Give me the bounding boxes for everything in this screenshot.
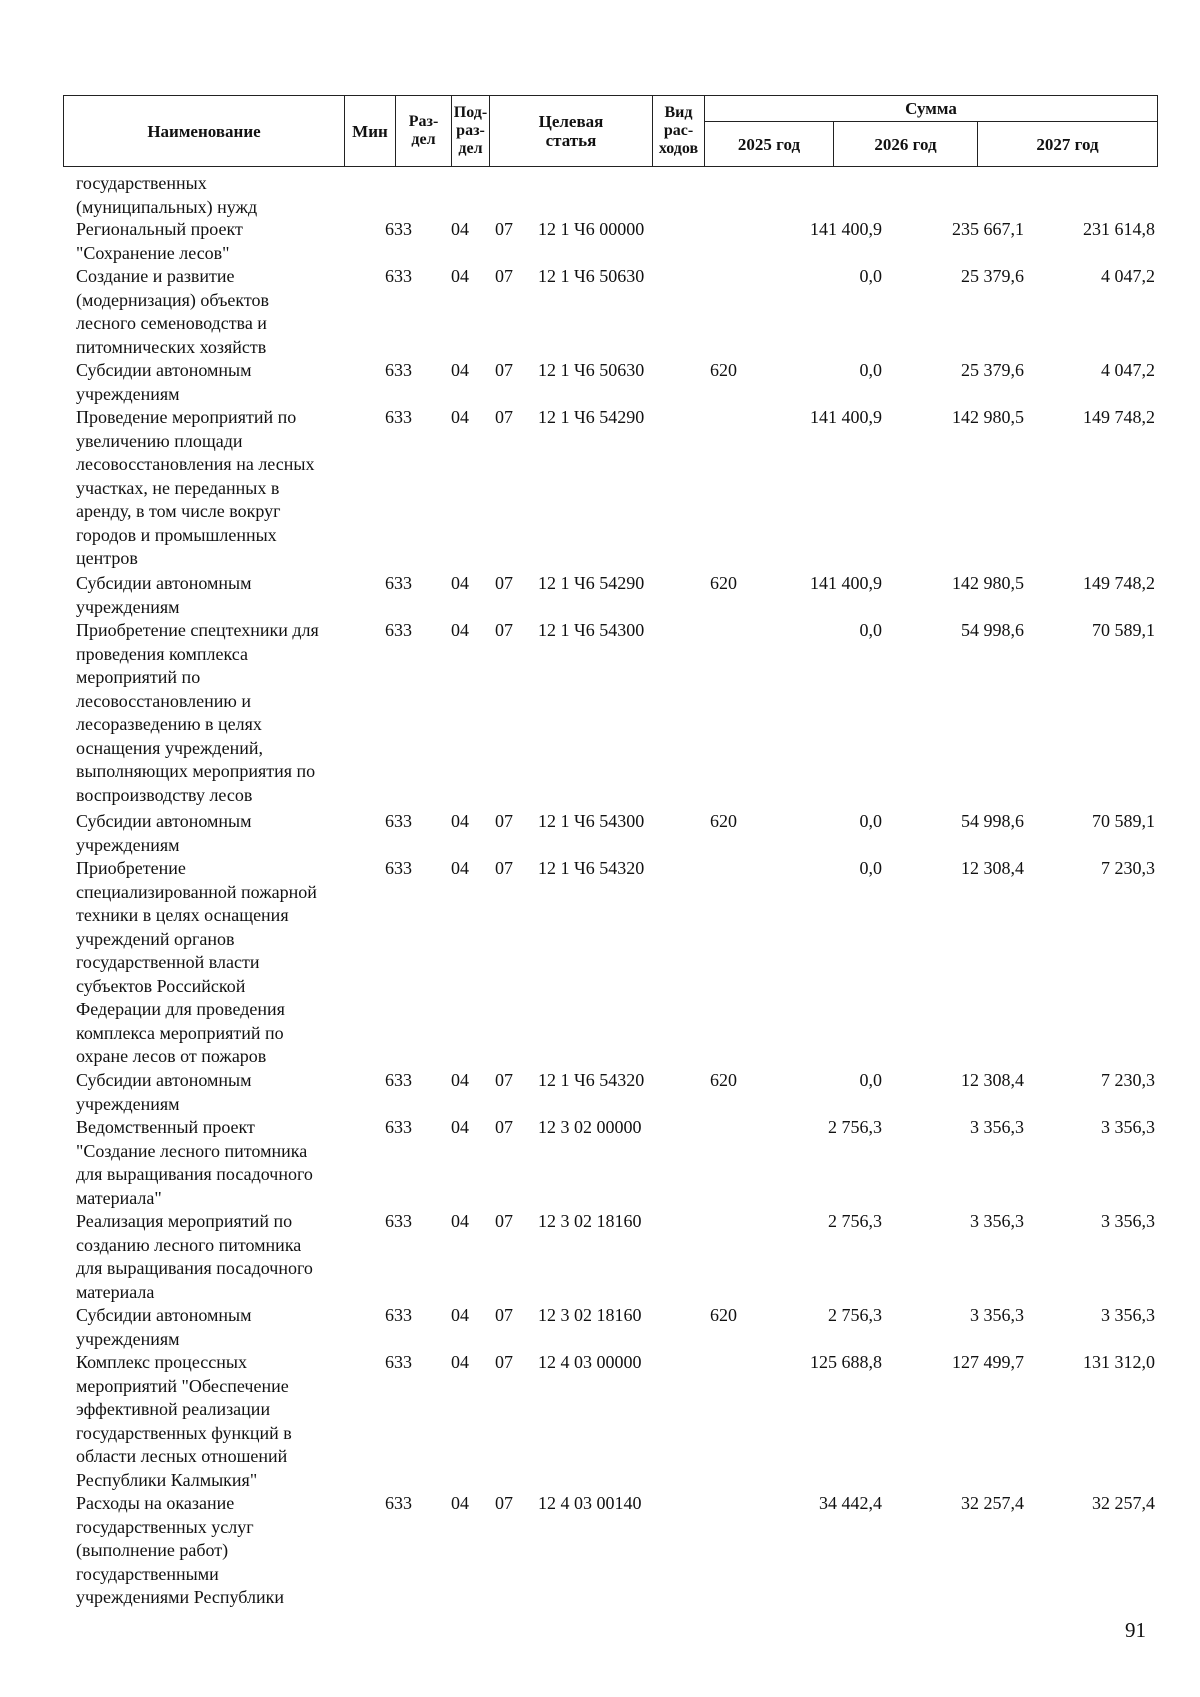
row-s2025: 2 756,3 <box>828 1305 882 1325</box>
row-s2026: 54 998,6 <box>961 811 1024 831</box>
row-s2025: 141 400,9 <box>810 219 882 239</box>
row-cs: 12 3 02 18160 <box>538 1305 642 1325</box>
row-rz: 04 <box>451 1211 469 1231</box>
row-s2027: 70 589,1 <box>1092 620 1155 640</box>
row-name: Субсидии автономным учреждениям <box>76 1070 252 1114</box>
row-min: 633 <box>385 811 412 831</box>
row-vr: 620 <box>710 360 737 380</box>
row-rz: 04 <box>451 1352 469 1372</box>
row-pr: 07 <box>495 1211 513 1231</box>
table-header <box>63 95 1158 167</box>
row-cs: 12 3 02 00000 <box>538 1117 642 1137</box>
row-vr: 620 <box>710 1305 737 1325</box>
row-cs: 12 4 03 00000 <box>538 1352 642 1372</box>
row-rz: 04 <box>451 1070 469 1090</box>
row-s2025: 0,0 <box>859 266 882 286</box>
header-2025: 2025 год <box>705 122 834 167</box>
header-2026: 2026 год <box>834 122 978 167</box>
row-vr: 620 <box>710 573 737 593</box>
row-s2025: 125 688,8 <box>810 1352 882 1372</box>
row-rz: 04 <box>451 219 469 239</box>
row-pr: 07 <box>495 1070 513 1090</box>
row-s2027: 3 356,3 <box>1101 1117 1155 1137</box>
row-pr: 07 <box>495 811 513 831</box>
row-name: государственных (муниципальных) нужд <box>76 173 258 217</box>
row-name: Субсидии автономным учреждениям <box>76 573 252 617</box>
row-s2027: 70 589,1 <box>1092 811 1155 831</box>
row-rz: 04 <box>451 858 469 878</box>
row-s2025: 0,0 <box>859 811 882 831</box>
row-pr: 07 <box>495 1493 513 1513</box>
row-min: 633 <box>385 360 412 380</box>
row-s2027: 3 356,3 <box>1101 1305 1155 1325</box>
row-name: Приобретение спецтехники для проведения комплекса мероприятий по лесовосстановлению и лесоразведению в целях оснащения учреждений, выполняющих мероприятия по воспроизводству лесов <box>76 620 319 805</box>
row-vr: 620 <box>710 1070 737 1090</box>
row-s2026: 3 356,3 <box>970 1117 1024 1137</box>
row-min: 633 <box>385 1305 412 1325</box>
row-rz: 04 <box>451 1493 469 1513</box>
row-name: Субсидии автономным учреждениям <box>76 1305 252 1349</box>
header-vid: Вид рас- ходов <box>653 96 705 167</box>
row-s2025: 0,0 <box>859 620 882 640</box>
row-pr: 07 <box>495 407 513 427</box>
row-s2026: 32 257,4 <box>961 1493 1024 1513</box>
row-cs: 12 1 Ч6 54300 <box>538 620 645 640</box>
row-s2025: 2 756,3 <box>828 1211 882 1231</box>
row-pr: 07 <box>495 858 513 878</box>
row-s2027: 7 230,3 <box>1101 1070 1155 1090</box>
row-min: 633 <box>385 858 412 878</box>
row-s2027: 3 356,3 <box>1101 1211 1155 1231</box>
row-s2025: 34 442,4 <box>819 1493 882 1513</box>
header-celevaya: Целевая статья <box>490 96 653 167</box>
row-min: 633 <box>385 1352 412 1372</box>
row-min: 633 <box>385 1493 412 1513</box>
row-name: Создание и развитие (модернизация) объектов лесного семеноводства и питомнических хозяйств <box>76 266 270 357</box>
row-name: Региональный проект "Сохранение лесов" <box>76 219 243 263</box>
row-vr: 620 <box>710 811 737 831</box>
row-name: Ведомственный проект "Создание лесного питомника для выращивания посадочного материала" <box>76 1117 313 1208</box>
row-min: 633 <box>385 620 412 640</box>
row-cs: 12 3 02 18160 <box>538 1211 642 1231</box>
row-rz: 04 <box>451 620 469 640</box>
row-s2026: 54 998,6 <box>961 620 1024 640</box>
row-min: 633 <box>385 1117 412 1137</box>
row-min: 633 <box>385 1211 412 1231</box>
row-s2027: 149 748,2 <box>1083 573 1155 593</box>
row-cs: 12 1 Ч6 54290 <box>538 573 645 593</box>
row-min: 633 <box>385 219 412 239</box>
row-rz: 04 <box>451 573 469 593</box>
row-s2026: 142 980,5 <box>952 573 1024 593</box>
row-pr: 07 <box>495 1352 513 1372</box>
row-cs: 12 1 Ч6 00000 <box>538 219 645 239</box>
row-rz: 04 <box>451 811 469 831</box>
row-s2025: 0,0 <box>859 1070 882 1090</box>
row-s2026: 235 667,1 <box>952 219 1024 239</box>
row-s2025: 0,0 <box>859 360 882 380</box>
row-pr: 07 <box>495 360 513 380</box>
row-cs: 12 1 Ч6 54300 <box>538 811 645 831</box>
row-s2026: 3 356,3 <box>970 1211 1024 1231</box>
row-min: 633 <box>385 266 412 286</box>
row-cs: 12 1 Ч6 50630 <box>538 266 645 286</box>
header-podrazdel: Под- раз- дел <box>452 96 490 167</box>
row-name: Реализация мероприятий по созданию лесного питомника для выращивания посадочного материала <box>76 1211 313 1302</box>
row-s2025: 0,0 <box>859 858 882 878</box>
header-min: Мин <box>345 96 396 167</box>
row-s2027: 131 312,0 <box>1083 1352 1155 1372</box>
row-pr: 07 <box>495 1117 513 1137</box>
row-s2027: 149 748,2 <box>1083 407 1155 427</box>
row-s2026: 3 356,3 <box>970 1305 1024 1325</box>
row-cs: 12 1 Ч6 54290 <box>538 407 645 427</box>
row-s2026: 12 308,4 <box>961 858 1024 878</box>
row-name: Субсидии автономным учреждениям <box>76 360 252 404</box>
row-rz: 04 <box>451 266 469 286</box>
row-s2026: 142 980,5 <box>952 407 1024 427</box>
row-s2026: 12 308,4 <box>961 1070 1024 1090</box>
header-name: Наименование <box>64 96 345 167</box>
row-s2026: 25 379,6 <box>961 360 1024 380</box>
row-s2025: 141 400,9 <box>810 407 882 427</box>
header-2027: 2027 год <box>978 122 1158 167</box>
row-name: Субсидии автономным учреждениям <box>76 811 252 855</box>
row-name: Комплекс процессных мероприятий "Обеспечение эффективной реализации государственных функций в области лесных отношений Республики Калмыкия" <box>76 1352 292 1490</box>
row-s2027: 4 047,2 <box>1101 360 1155 380</box>
row-cs: 12 1 Ч6 54320 <box>538 858 645 878</box>
row-cs: 12 1 Ч6 54320 <box>538 1070 645 1090</box>
row-s2026: 25 379,6 <box>961 266 1024 286</box>
row-name: Расходы на оказание государственных услуг (выполнение работ) государственными учреждениями Республики <box>76 1493 284 1607</box>
row-min: 633 <box>385 407 412 427</box>
header-razdel: Раз- дел <box>396 96 452 167</box>
row-rz: 04 <box>451 407 469 427</box>
header-summa: Сумма <box>705 96 1158 122</box>
row-pr: 07 <box>495 620 513 640</box>
row-name: Приобретение специализированной пожарной техники в целях оснащения учреждений органов государственной власти субъектов Российской Федерации для проведения комплекса мероприятий по охране лесов от пожаров <box>76 858 317 1066</box>
row-rz: 04 <box>451 1117 469 1137</box>
row-name: Проведение мероприятий по увеличению площади лесовосстановления на лесных участках, не переданных в аренду, в том числе вокруг городов и промышленных центров <box>76 407 315 568</box>
row-s2027: 7 230,3 <box>1101 858 1155 878</box>
row-s2027: 231 614,8 <box>1083 219 1155 239</box>
row-s2027: 32 257,4 <box>1092 1493 1155 1513</box>
row-pr: 07 <box>495 1305 513 1325</box>
row-min: 633 <box>385 1070 412 1090</box>
row-pr: 07 <box>495 266 513 286</box>
row-s2025: 141 400,9 <box>810 573 882 593</box>
row-rz: 04 <box>451 1305 469 1325</box>
row-rz: 04 <box>451 360 469 380</box>
row-cs: 12 1 Ч6 50630 <box>538 360 645 380</box>
row-s2027: 4 047,2 <box>1101 266 1155 286</box>
row-pr: 07 <box>495 219 513 239</box>
row-pr: 07 <box>495 573 513 593</box>
page-number: 91 <box>1125 1618 1146 1642</box>
row-cs: 12 4 03 00140 <box>538 1493 642 1513</box>
row-s2025: 2 756,3 <box>828 1117 882 1137</box>
row-min: 633 <box>385 573 412 593</box>
row-s2026: 127 499,7 <box>952 1352 1024 1372</box>
